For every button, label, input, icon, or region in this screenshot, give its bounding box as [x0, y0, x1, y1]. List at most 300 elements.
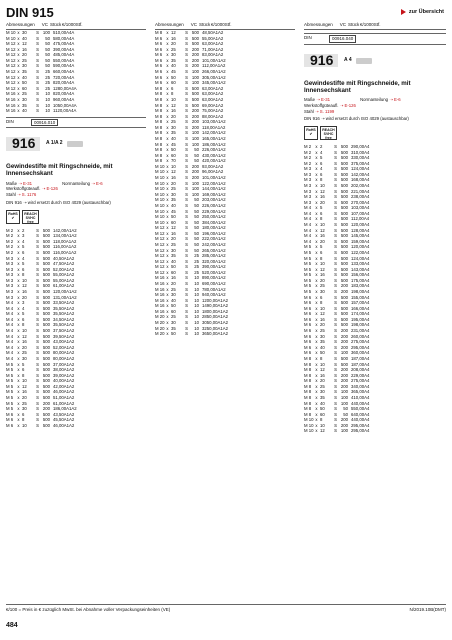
length: 10: [171, 96, 176, 102]
header-dimensions: Abmessungen: [155, 22, 184, 28]
thread-size: M 8: [155, 135, 163, 141]
pieces: 100: [191, 69, 199, 75]
price: 310,00A4: [351, 149, 370, 155]
thread-size: M 8: [304, 367, 312, 373]
vc-code: S: [334, 294, 337, 300]
price: 229,00A1A2: [202, 208, 226, 214]
price: 1050,00A4A: [53, 102, 77, 108]
thread-size: M 5: [6, 389, 14, 395]
thread-size: M 16: [6, 102, 16, 108]
table-row[interactable]: [304, 428, 446, 434]
length: 50: [171, 331, 176, 337]
pieces: 50: [194, 225, 199, 231]
pieces: 10: [194, 308, 199, 314]
length: 30: [171, 52, 176, 58]
spec-list: [6, 181, 146, 198]
times-sign: x: [17, 383, 20, 389]
length: 5: [22, 311, 25, 317]
vc-code: S: [185, 169, 188, 175]
pieces: 500: [42, 288, 50, 294]
price: 390,00A1A2: [202, 264, 226, 270]
price: 198,00A4: [351, 288, 370, 294]
pieces: 50: [45, 63, 50, 69]
pieces: 500: [340, 177, 348, 183]
length: 12: [22, 333, 27, 339]
price: 940,00A1A2: [202, 292, 226, 298]
times-sign: x: [17, 294, 20, 300]
times-sign: x: [166, 275, 169, 281]
thread-size: M 10: [304, 428, 314, 434]
pieces: 500: [42, 333, 50, 339]
pieces: 10: [45, 102, 50, 108]
vc-code: S: [36, 102, 39, 108]
vc-code: S: [334, 210, 337, 216]
times-sign: x: [17, 361, 20, 367]
pieces: 500: [340, 305, 348, 311]
price: 42,00A1A2: [53, 383, 75, 389]
times-sign: x: [17, 63, 20, 69]
pieces: 500: [42, 238, 50, 244]
times-sign: x: [315, 249, 318, 255]
price: 375,00A4: [351, 160, 370, 166]
length: 30: [22, 355, 27, 361]
thread-size: M 6: [155, 52, 163, 58]
price: 63,00A1A2: [202, 91, 224, 97]
times-sign: x: [315, 194, 318, 200]
length: 5: [320, 155, 323, 161]
vc-code: S: [334, 272, 337, 278]
vc-code: S: [185, 197, 188, 203]
length: 30: [320, 333, 325, 339]
price: 43,50A1A2: [53, 411, 75, 417]
length: 35: [22, 102, 27, 108]
thread-size: M 10: [155, 175, 165, 181]
price: 46,00A1A2: [53, 389, 75, 395]
times-sign: x: [315, 222, 318, 228]
reach-badge: REACH SVHC free: [22, 210, 39, 224]
length: 8: [320, 216, 323, 222]
times-sign: x: [17, 57, 20, 63]
pieces: 200: [340, 288, 348, 294]
thread-size: M 5: [304, 266, 312, 272]
vc-code: S: [36, 311, 39, 317]
price: 305,00A1A2: [202, 74, 226, 80]
length: 35: [171, 57, 176, 63]
times-sign: x: [17, 227, 20, 233]
length: 12: [22, 383, 27, 389]
price: 51,00A1A2: [53, 394, 75, 400]
table-row[interactable]: [6, 423, 146, 429]
vc-code: S: [36, 350, 39, 356]
pieces: 50: [343, 406, 348, 412]
thread-size: M 4: [6, 311, 14, 317]
times-sign: x: [166, 230, 169, 236]
vc-code: S: [185, 297, 188, 303]
pieces: 100: [191, 186, 199, 192]
vc-code: S: [36, 41, 39, 47]
vc-code: S: [185, 214, 188, 220]
times-sign: x: [166, 186, 169, 192]
times-sign: x: [315, 406, 318, 412]
vc-code: S: [185, 275, 188, 281]
thread-size: M 6: [304, 339, 312, 345]
vc-code: S: [185, 253, 188, 259]
price: 40,00A1A2: [53, 378, 75, 384]
times-sign: x: [315, 394, 318, 400]
table-header: [6, 23, 146, 30]
pieces: 50: [194, 230, 199, 236]
price: 285,00A1A2: [202, 253, 226, 259]
thread-size: M 12: [155, 253, 165, 259]
price: 1490,00A1A2: [202, 303, 229, 309]
thread-size: M 2: [6, 233, 14, 239]
pieces: 10: [194, 292, 199, 298]
pieces: 10: [45, 91, 50, 97]
times-sign: x: [17, 288, 20, 294]
times-sign: x: [166, 152, 169, 158]
thread-size: M 4: [6, 350, 14, 356]
length: 6: [22, 411, 25, 417]
length: 6: [320, 160, 323, 166]
thread-size: M 8: [155, 85, 163, 91]
price: 226,00A1A2: [202, 147, 226, 153]
price: 39,50A1A2: [53, 333, 75, 339]
price: 510,00A4A: [53, 30, 75, 35]
price: 55,00A1A2: [202, 35, 224, 41]
length: 12: [320, 227, 325, 233]
thread-size: M 4: [6, 305, 14, 311]
thread-size: M 10: [155, 169, 165, 175]
vc-code: S: [185, 85, 188, 91]
vc-code: S: [36, 96, 39, 102]
price: 40,50A1A2: [53, 255, 75, 261]
times-sign: x: [17, 91, 20, 97]
length: 20: [320, 277, 325, 283]
pieces: 500: [42, 355, 50, 361]
length: 10: [171, 163, 176, 169]
pieces: 500: [42, 411, 50, 417]
price: 186,00A1A2: [202, 141, 226, 147]
vc-code: S: [334, 222, 337, 228]
vc-code: S: [36, 389, 39, 395]
vc-code: S: [334, 355, 337, 361]
pieces: 25: [45, 80, 50, 86]
price: 39,00A1A2: [53, 372, 75, 378]
price: 720,00A4A: [53, 74, 75, 80]
vc-code: S: [36, 400, 39, 406]
vc-code: S: [36, 249, 39, 255]
spec-dimensions[interactable]: Maße ➝ E-31: [6, 180, 33, 186]
arrow-right-icon: [401, 9, 406, 15]
thread-size: M 12: [155, 241, 165, 247]
vc-code: S: [334, 389, 337, 395]
pieces: 500: [42, 322, 50, 328]
pieces: 200: [340, 422, 348, 428]
length: 30: [171, 247, 176, 253]
thread-size: M 16: [6, 91, 16, 97]
pieces: 200: [191, 169, 199, 175]
vc-code: S: [334, 249, 337, 255]
price: 48,50A1A2: [202, 30, 224, 35]
pieces: 500: [42, 378, 50, 384]
times-sign: x: [17, 35, 20, 41]
spec-steel[interactable]: Stahl ➝ S. 1199: [304, 108, 335, 114]
length: 60: [320, 411, 325, 417]
price: 590,00A4A: [53, 63, 75, 69]
table-row[interactable]: [6, 108, 146, 114]
page-footer: [6, 604, 446, 612]
length: 12: [171, 169, 176, 175]
times-sign: x: [17, 272, 20, 278]
spec-material[interactable]: Werkstoffgüteaufl. ➝ E-126: [6, 186, 58, 192]
times-sign: x: [17, 255, 20, 261]
pieces: 500: [42, 266, 50, 272]
length: 16: [171, 230, 176, 236]
thread-size: M 5: [6, 394, 14, 400]
pieces: 200: [191, 163, 199, 169]
price: 275,00A4: [351, 339, 370, 345]
pieces: 10: [194, 286, 199, 292]
vc-code: S: [36, 328, 39, 334]
price: 103,00A1A2: [202, 119, 226, 125]
length: 40: [171, 63, 176, 69]
times-sign: x: [315, 261, 318, 267]
pieces: 500: [340, 149, 348, 155]
price: 890,00A1A2: [202, 275, 226, 281]
pieces: 50: [194, 214, 199, 220]
length: 50: [320, 406, 325, 412]
thread-size: M 3: [304, 199, 312, 205]
price: 157,00A4: [351, 300, 370, 306]
times-sign: x: [166, 169, 169, 175]
price: 144,00A1A2: [202, 186, 226, 192]
thread-size: M 4: [304, 210, 312, 216]
length: 10: [320, 422, 325, 428]
price: 485,00A4A: [53, 52, 75, 58]
pieces: 50: [194, 241, 199, 247]
times-sign: x: [315, 277, 318, 283]
price: 174,00A4: [351, 311, 370, 317]
pieces: 500: [42, 233, 50, 239]
column-3: [304, 23, 446, 434]
times-sign: x: [17, 238, 20, 244]
spec-norm[interactable]: Normanteilung ➝ E-6: [62, 180, 103, 186]
price: 187,00A4: [351, 361, 370, 367]
thread-size: M 6: [6, 411, 14, 417]
replacement-note: DIN 916 ➝ wird ersetzt durch ISO 4029 (austauschbar): [6, 200, 111, 206]
times-sign: x: [166, 141, 169, 147]
thread-size: M 3: [6, 272, 14, 278]
length: 20: [320, 378, 325, 384]
pieces: 500: [340, 216, 348, 222]
thread-size: M 5: [304, 249, 312, 255]
pieces: 500: [42, 339, 50, 345]
vc-code: S: [334, 339, 337, 345]
pieces: 500: [340, 171, 348, 177]
length: 8: [22, 372, 25, 378]
thread-size: M 3: [304, 177, 312, 183]
times-sign: x: [315, 361, 318, 367]
length: 30: [171, 320, 176, 326]
times-sign: x: [17, 411, 20, 417]
times-sign: x: [315, 355, 318, 361]
price: 128,00A4: [351, 227, 370, 233]
times-sign: x: [315, 183, 318, 188]
header-price: €/1000Stf.: [62, 22, 83, 28]
price: 270,00A4: [351, 199, 370, 205]
times-sign: x: [166, 124, 169, 130]
pieces: 100: [340, 394, 348, 400]
pieces: 500: [42, 328, 50, 334]
length: 16: [320, 316, 325, 322]
thread-size: M 6: [304, 294, 312, 300]
spec-steel[interactable]: Stahl ➝ S. 1176: [6, 192, 37, 198]
times-sign: x: [315, 378, 318, 384]
length: 5: [320, 244, 323, 250]
pieces: 500: [42, 389, 50, 395]
length: 10: [22, 277, 27, 283]
pieces: 50: [45, 52, 50, 58]
vc-code: S: [36, 316, 39, 322]
price: 118,00A1A2: [53, 238, 77, 244]
code-prefix: DIN: [304, 35, 312, 40]
pieces: 500: [42, 300, 50, 306]
times-sign: x: [315, 160, 318, 166]
thread-size: M 10: [304, 422, 314, 428]
length: 16: [320, 272, 325, 278]
thread-size: M 12: [155, 247, 165, 253]
table-row[interactable]: [155, 331, 295, 337]
length: 30: [171, 191, 176, 197]
vc-code: S: [185, 320, 188, 326]
length: 70: [171, 158, 176, 164]
times-sign: x: [315, 227, 318, 233]
length: 60: [22, 85, 27, 91]
length: 10: [320, 361, 325, 367]
vc-code: S: [185, 264, 188, 270]
times-sign: x: [315, 339, 318, 345]
spec-dimensions[interactable]: Maße ➝ E-31: [304, 96, 331, 102]
length: 8: [320, 255, 323, 261]
header-pieces: Stück: [348, 22, 360, 28]
thread-size: M 16: [155, 297, 165, 303]
length: 8: [320, 355, 323, 361]
price: 55,00A1A2: [53, 272, 75, 278]
price: 103,00A4: [351, 205, 370, 211]
length: 12: [320, 266, 325, 272]
times-sign: x: [17, 328, 20, 334]
length: 4: [320, 149, 323, 155]
length: 60: [171, 80, 176, 86]
price: 61,00A1A2: [53, 283, 75, 289]
pieces: 50: [343, 411, 348, 417]
vc-code: S: [185, 152, 188, 158]
rohs-badge: RoHS ✔: [6, 210, 20, 224]
pieces: 500: [42, 255, 50, 261]
length: 5: [320, 205, 323, 211]
pieces: 25: [194, 264, 199, 270]
spec-material[interactable]: Werkstoffgüteaufl. ➝ E-126: [304, 102, 356, 108]
times-sign: x: [315, 233, 318, 239]
times-sign: x: [166, 269, 169, 275]
price: 38,00A1A2: [53, 367, 75, 373]
times-sign: x: [315, 311, 318, 317]
vc-code: S: [185, 96, 188, 102]
vc-code: S: [36, 261, 39, 267]
pieces: 100: [340, 428, 348, 434]
thread-size: M 4: [6, 355, 14, 361]
length: 35: [171, 197, 176, 203]
thread-size: M 2: [304, 149, 312, 155]
vc-code: S: [334, 316, 337, 322]
pieces: 500: [42, 372, 50, 378]
price: 142,00A4: [351, 171, 370, 177]
pieces: 200: [340, 328, 348, 334]
pieces: 500: [340, 210, 348, 216]
price: 520,00A1A2: [202, 269, 226, 275]
vc-code: S: [36, 91, 39, 97]
thread-size: M 8: [155, 102, 163, 108]
times-sign: x: [166, 281, 169, 287]
spec-norm[interactable]: Normanteilung ➝ E-6: [360, 96, 401, 102]
price: 75,00A1A2: [202, 108, 224, 114]
pieces: 200: [191, 46, 199, 52]
times-sign: x: [17, 244, 20, 250]
pieces: 10: [194, 331, 199, 337]
length: 12: [320, 188, 325, 194]
price: 640,00A4: [351, 411, 370, 417]
vc-code: S: [36, 339, 39, 345]
times-sign: x: [166, 236, 169, 242]
times-sign: x: [315, 350, 318, 356]
thread-size: M 10: [6, 30, 16, 35]
length: 16: [22, 389, 27, 395]
times-sign: x: [17, 316, 20, 322]
screw-image-icon: [356, 58, 372, 64]
pieces: 200: [191, 119, 199, 125]
pieces: 100: [191, 135, 199, 141]
vc-code: S: [185, 236, 188, 242]
times-sign: x: [315, 266, 318, 272]
vc-code: S: [185, 46, 188, 52]
vc-code: S: [185, 208, 188, 214]
overview-link[interactable]: [401, 9, 444, 15]
vc-code: S: [185, 135, 188, 141]
vc-code: S: [334, 216, 337, 222]
vc-code: S: [185, 74, 188, 80]
price: 80,00A1A2: [53, 355, 75, 361]
length: 5: [22, 261, 25, 267]
pieces: 500: [191, 85, 199, 91]
thread-size: M 5: [6, 361, 14, 367]
footer-price-note: €/100 = Preis in € zuzüglich MwSt. bei Abnahme voller Verpackungseinheiten (VE): [6, 607, 171, 612]
times-sign: x: [166, 175, 169, 181]
length: 25: [320, 328, 325, 334]
vc-code: S: [185, 202, 188, 208]
length: 35: [171, 325, 176, 331]
thread-size: M 2: [6, 244, 14, 250]
times-sign: x: [17, 394, 20, 400]
length: 45: [171, 208, 176, 214]
vc-code: S: [36, 63, 39, 69]
times-sign: x: [166, 197, 169, 203]
price: 145,00A4: [351, 233, 370, 239]
times-sign: x: [17, 378, 20, 384]
length: 60: [171, 219, 176, 225]
vc-code: S: [36, 333, 39, 339]
pieces: 500: [340, 143, 348, 149]
times-sign: x: [315, 188, 318, 194]
